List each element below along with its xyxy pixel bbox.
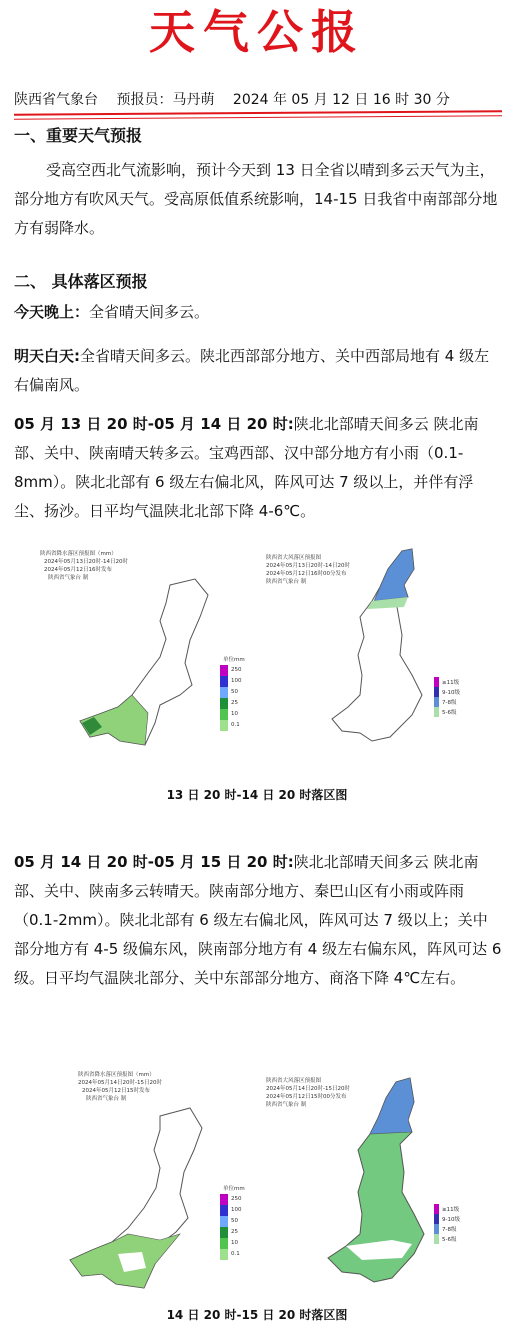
tonight-text: 全省晴天间多云。 — [89, 303, 210, 321]
period2-label: 05 月 14 日 20 时-05 月 15 日 20 时: — [14, 853, 294, 871]
wind-legend-2-3: 5-6级 — [442, 1237, 457, 1243]
section1-text: 受高空西北气流影响，预计今天到 13 日全省以晴到多云天气为主，部分地方有吹风天气。受高原低值系统影响，14-15 日我省中南部部分地方有弱降水。 — [14, 161, 498, 237]
period1-text: 陕北北部晴天间多云 陕北南部、关中、陕南晴天转多云。宝鸡西部、汉中部分地方有小雨（0.1-8mm）。陕北北部有 6 级左右偏北风，阵风可达 7 级以上，并伴有浮尘、扬沙。日平均气温陕北北部下降 4-6℃。 — [14, 415, 479, 520]
map-caption-1: 13 日 20 时-14 日 20 时落区图 — [166, 788, 348, 802]
rain-legend-2-3: 25 — [231, 1229, 238, 1235]
wind-legend-1-0: ≥11级 — [442, 680, 460, 686]
rain-legend-1-4: 10 — [231, 711, 238, 717]
wind-legend-1 — [434, 677, 460, 717]
tomorrow-label: 明天白天: — [14, 347, 80, 365]
wind-legend-1-3: 5-6级 — [442, 710, 457, 716]
bulletin-header — [14, 86, 500, 114]
rain-legend-1-0: 250 — [231, 667, 242, 673]
section2-heading: 二、 具体落区预报 — [14, 272, 148, 291]
wind-map-1-graphic — [262, 545, 498, 755]
rain-map-2-graphic — [20, 1068, 250, 1293]
wind-legend-2-1: 9-10级 — [442, 1217, 460, 1223]
wind-map-2 — [262, 1068, 498, 1293]
map-caption-2: 14 日 20 时-15 日 20 时落区图 — [166, 1308, 348, 1322]
wind-map-2-issued: 2024年05月12日15时00分发布 — [266, 1094, 347, 1100]
tomorrow-forecast — [14, 342, 502, 400]
wind-map-1-title: 陕西省大风落区预报图 — [266, 555, 322, 561]
issue-datetime: 2024 年 05 月 12 日 16 时 30 分 — [232, 92, 450, 108]
rain-legend-1-title: 单位mm — [223, 657, 245, 663]
rain-map-2-issued: 2024年05月12日15时发布 — [82, 1088, 150, 1094]
wind-map-2-graphic — [262, 1068, 498, 1293]
rain-legend-2-0: 250 — [231, 1196, 242, 1202]
rain-legend-1-1: 100 — [231, 678, 242, 684]
wind-legend-2 — [434, 1204, 460, 1244]
rain-legend-1 — [220, 655, 245, 731]
period1-forecast — [14, 410, 502, 526]
rain-map-1-title: 陕西省降水落区预报图（mm） — [40, 551, 117, 557]
agency-name: 陕西省气象台 — [14, 92, 98, 108]
rain-map-1-org: 陕西省气象台 制 — [48, 575, 89, 581]
section1-heading: 一、重要天气预报 — [14, 126, 143, 145]
rain-map-2 — [20, 1068, 250, 1293]
header-rule-thin — [14, 115, 502, 119]
rain-map-2-period: 2024年05月14日20时-15日20时 — [78, 1080, 162, 1086]
rain-legend-2-4: 10 — [231, 1240, 238, 1246]
rain-map-1-period: 2024年05月13日20时-14日20时 — [44, 559, 128, 565]
wind-map-2-title: 陕西省大风落区预报图 — [266, 1078, 322, 1084]
rain-legend-2-1: 100 — [231, 1207, 242, 1213]
rain-legend-2-2: 50 — [231, 1218, 238, 1224]
wind-legend-1-2: 7-8级 — [442, 700, 457, 706]
tonight-label: 今天晚上： — [14, 303, 90, 321]
tomorrow-text: 全省晴天间多云。陕北西部部分地方、关中西部局地有 4 级左右偏南风。 — [14, 347, 490, 394]
rain-legend-1-3: 25 — [231, 700, 238, 706]
rain-legend-1-2: 50 — [231, 689, 238, 695]
rain-legend-1-5: 0.1 — [231, 722, 240, 728]
wind-map-1 — [262, 545, 498, 755]
period2-text: 陕北北部晴天间多云 陕北南部、关中、陕南多云转晴天。陕南部分地方、秦巴山区有小雨或阵雨（0.1-2mm）。陕北北部有 6 级左右偏北风，阵风可达 7 级以上；关中部分地方有 4-5 级偏东风，陕南部分地方有 4 级左右偏东风，阵风可达 6 级。日平均气温陕北部分、关中东部部分地方、商洛下降 4℃左右。 — [14, 853, 502, 987]
wind-legend-2-2: 7-8级 — [442, 1227, 457, 1233]
wind-map-2-org: 陕西省气象台 制 — [266, 1102, 307, 1108]
rain-legend-2-title: 单位mm — [223, 1186, 245, 1192]
forecaster-name: 预报员：马丹萌 — [116, 92, 215, 108]
rain-legend-2 — [220, 1184, 245, 1260]
rain-legend-2-5: 0.1 — [231, 1251, 240, 1257]
bulletin-title: 天气公报 — [149, 5, 365, 59]
wind-map-1-period: 2024年05月13日20时-14日20时 — [266, 563, 350, 569]
period2-forecast — [14, 848, 502, 993]
wind-map-1-issued: 2024年05月12日16时00分发布 — [266, 571, 347, 577]
rain-map-2-org: 陕西省气象台 制 — [86, 1096, 127, 1102]
rain-map-1 — [20, 545, 250, 755]
rain-map-1-issued: 2024年05月12日16时发布 — [44, 567, 112, 573]
rain-map-1-graphic — [20, 545, 250, 755]
tonight-forecast — [14, 298, 502, 327]
rain-map-2-title: 陕西省降水落区预报图（mm） — [78, 1072, 155, 1078]
wind-legend-1-1: 9-10级 — [442, 690, 460, 696]
period1-label: 05 月 13 日 20 时-05 月 14 日 20 时: — [14, 415, 294, 433]
wind-map-2-period: 2024年05月14日20时-15日20时 — [266, 1086, 350, 1092]
wind-map-1-org: 陕西省气象台 制 — [266, 579, 307, 585]
wind-legend-2-0: ≥11级 — [442, 1207, 460, 1213]
